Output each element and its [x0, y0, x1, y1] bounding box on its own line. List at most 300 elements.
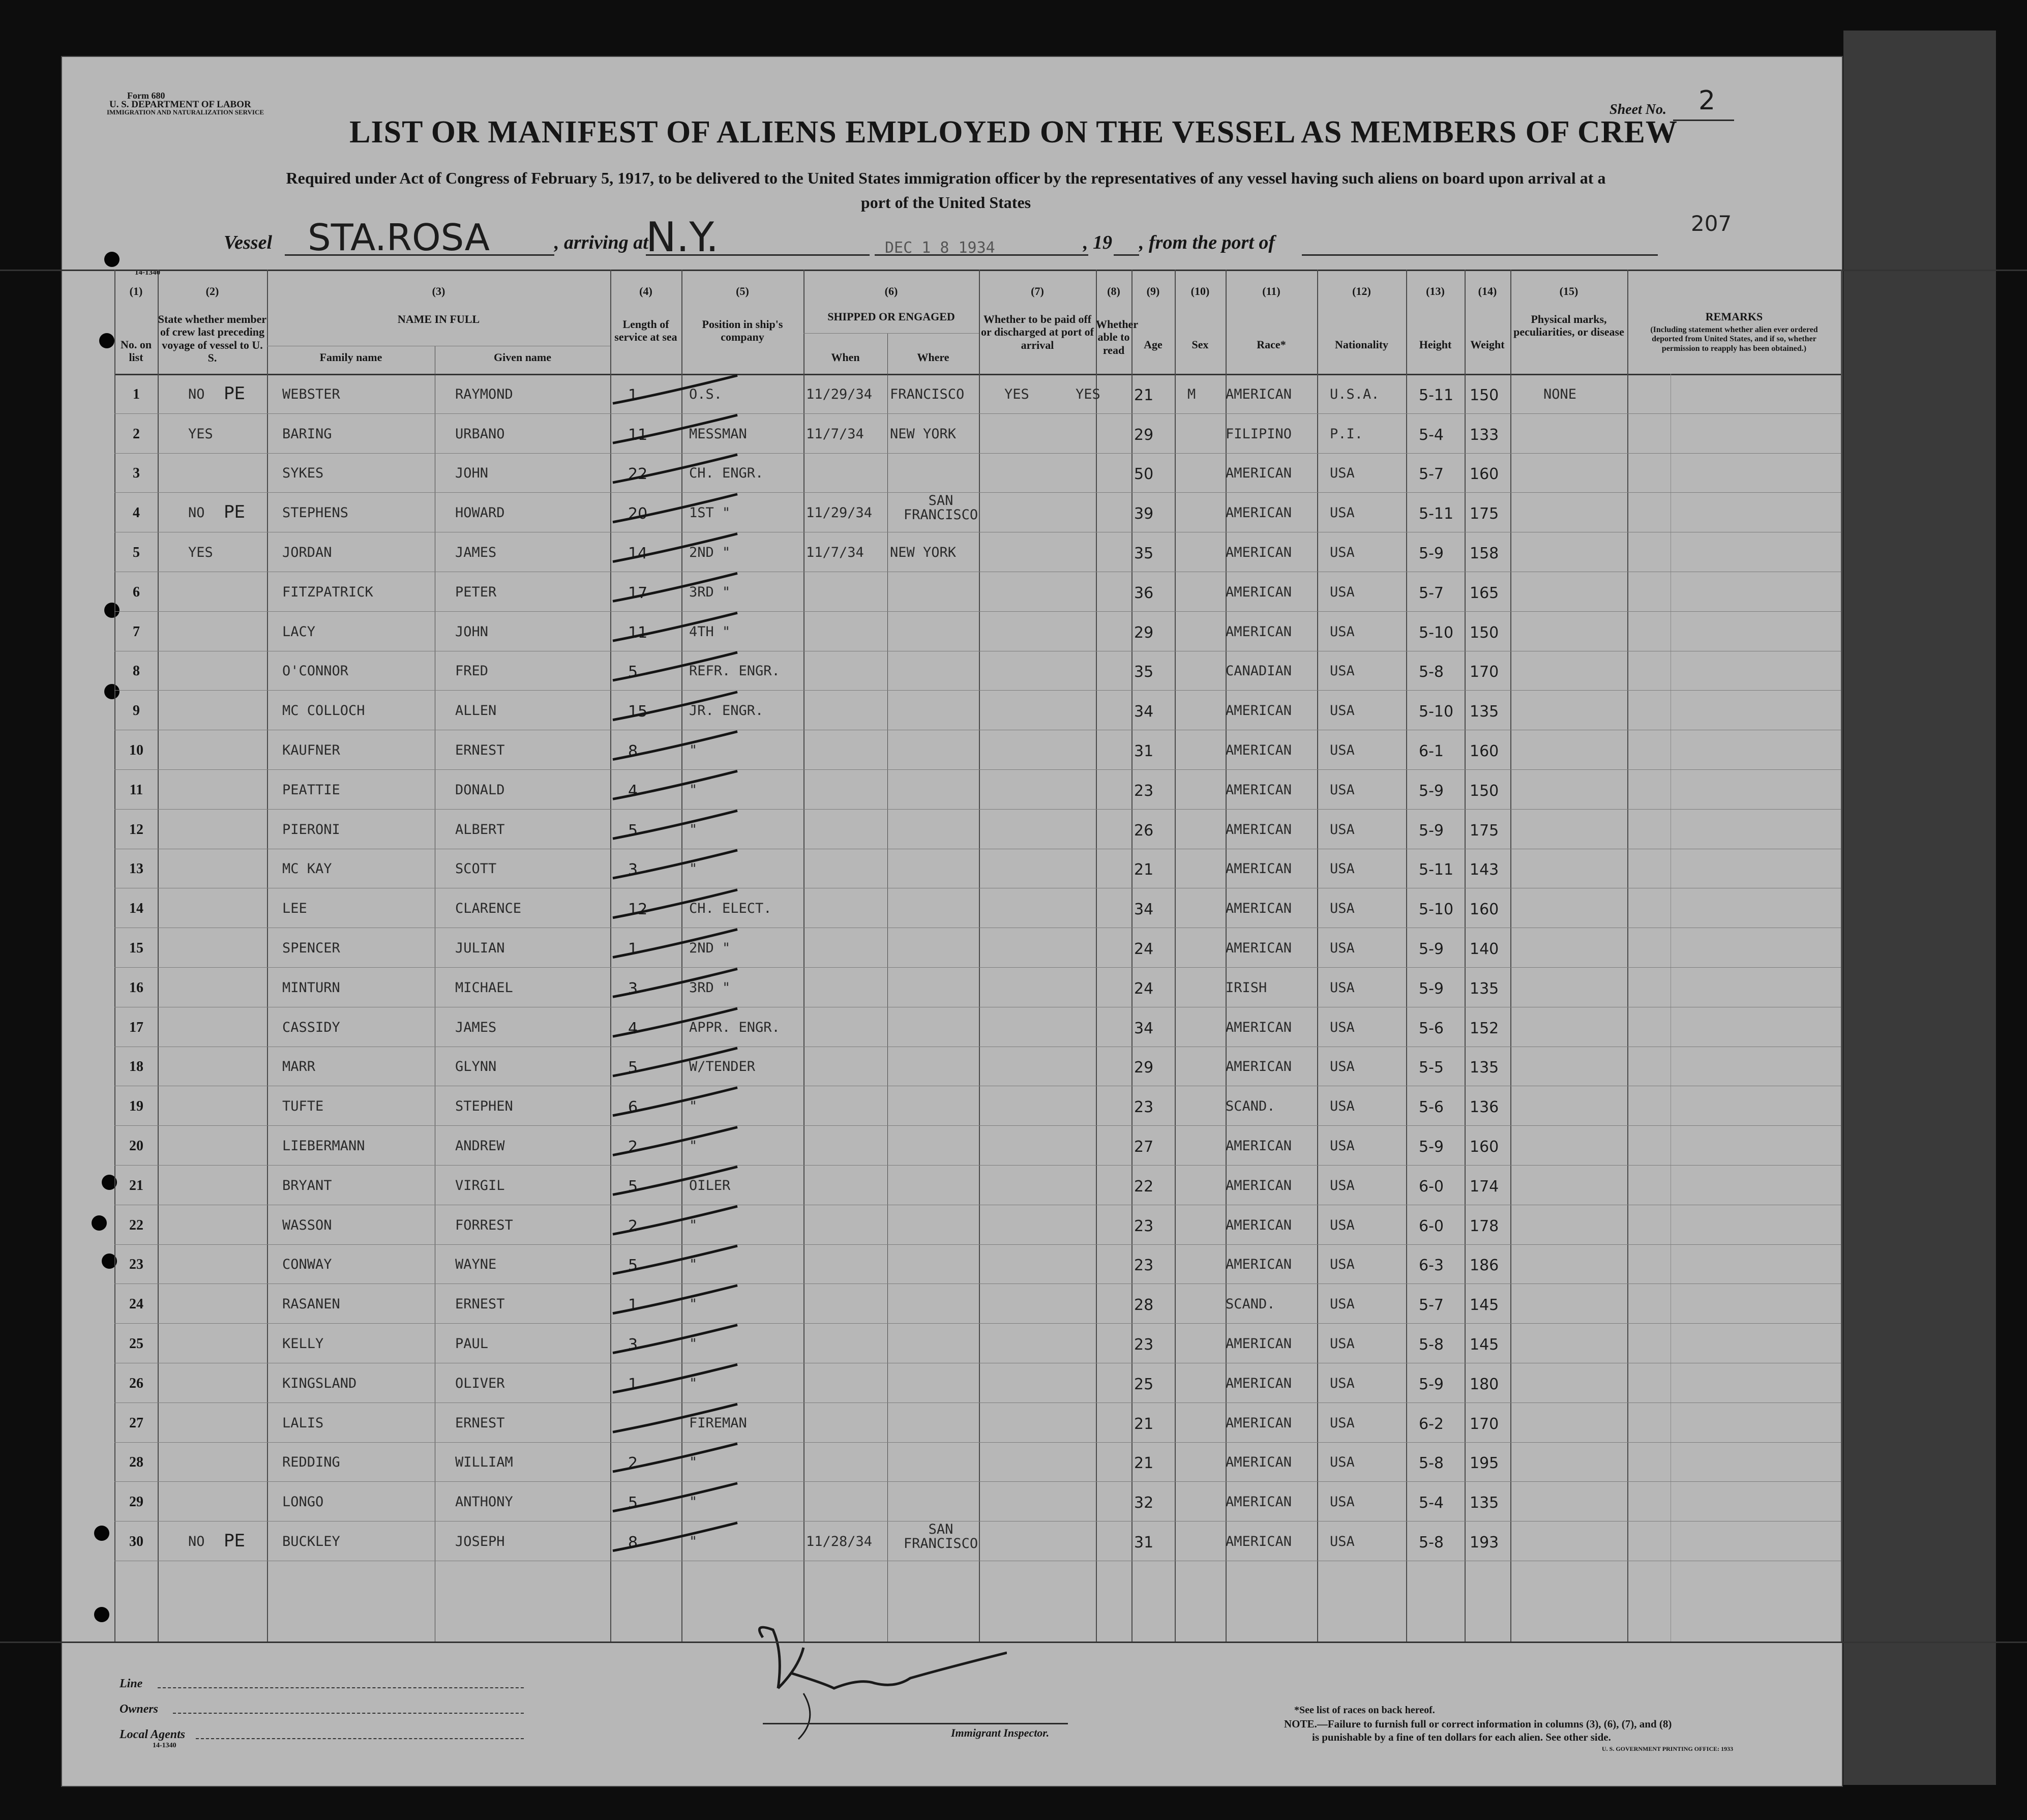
position: "	[689, 1375, 698, 1391]
position: "	[689, 1098, 698, 1115]
age: 22	[1134, 1177, 1154, 1196]
service-length: 2	[628, 1454, 638, 1473]
position: CH. ELECT.	[689, 901, 772, 917]
service-length: 1	[628, 386, 638, 404]
service-length: 5	[628, 821, 638, 840]
row-number: 29	[129, 1494, 143, 1510]
punch-hole	[94, 1526, 109, 1541]
age: 35	[1134, 544, 1154, 562]
local-agents-label: Local Agents	[120, 1728, 186, 1741]
weight: 135	[1470, 1494, 1499, 1512]
inspector-label: Immigrant Inspector.	[951, 1726, 1050, 1739]
service-length: 22	[628, 465, 648, 484]
local-agents-underline	[196, 1738, 524, 1739]
column-subheader: Where	[917, 351, 949, 364]
age: 32	[1134, 1494, 1154, 1512]
check-stroke	[613, 692, 737, 720]
service-length: 5	[628, 1257, 638, 1275]
from-port-label: , from the port of	[1139, 232, 1275, 253]
check-stroke	[613, 732, 737, 760]
column-divider	[1131, 270, 1132, 1642]
race: AMERICAN	[1226, 544, 1292, 560]
table-row-line	[114, 1481, 1841, 1482]
age: 29	[1134, 1059, 1154, 1077]
family-name: TUFTE	[282, 1098, 324, 1115]
height: 5-6	[1419, 1098, 1444, 1117]
vessel-name: STA.ROSA	[308, 216, 490, 259]
family-name: LEE	[282, 901, 307, 917]
row-number: 7	[133, 623, 140, 640]
punch-hole	[99, 333, 114, 348]
weight: 175	[1470, 505, 1499, 523]
height: 6-0	[1419, 1217, 1444, 1235]
service-length: 1	[628, 940, 638, 958]
punch-hole	[92, 1215, 107, 1231]
row-number: 15	[129, 940, 143, 956]
given-name: FORREST	[455, 1217, 513, 1233]
age: 34	[1134, 901, 1154, 919]
service-length: 3	[628, 1335, 638, 1354]
weight: 175	[1470, 821, 1499, 840]
row-number: 22	[129, 1217, 143, 1233]
race: AMERICAN	[1226, 901, 1292, 917]
age: 23	[1134, 782, 1154, 800]
service-length: 3	[628, 979, 638, 998]
height: 5-7	[1419, 584, 1444, 602]
height: 5-11	[1419, 386, 1454, 404]
age: 24	[1134, 940, 1154, 958]
penalty-note: NOTE.—Failure to furnish full or correct information in columns (3), (6), (7), and (8)	[1284, 1718, 1672, 1730]
position: "	[689, 821, 698, 838]
page-subtitle-2: port of the United States	[860, 193, 1031, 212]
row-number: 3	[133, 465, 140, 482]
column-number: (9)	[1146, 285, 1160, 297]
row-number: 18	[129, 1059, 143, 1075]
prev-voyage: YES	[188, 426, 213, 442]
family-name: RASANEN	[282, 1296, 340, 1312]
nationality: USA	[1330, 1533, 1355, 1549]
given-name: WAYNE	[455, 1257, 497, 1273]
table-row-line	[114, 1442, 1841, 1443]
column-number: (14)	[1478, 285, 1497, 297]
column-number: (5)	[736, 285, 749, 297]
check-stroke	[613, 1483, 737, 1511]
paid-off: YES	[1004, 386, 1029, 402]
column-divider	[114, 270, 115, 1642]
given-name: ERNEST	[455, 1415, 505, 1431]
service-length: 11	[628, 623, 648, 642]
position: 1ST "	[689, 505, 731, 521]
row-number: 12	[129, 821, 143, 838]
table-bottom-border	[0, 1642, 2027, 1643]
service-length: 5	[628, 1494, 638, 1512]
column-number: (2)	[205, 285, 219, 297]
nationality: P.I.	[1330, 426, 1363, 442]
weight: 150	[1470, 782, 1499, 800]
position: REFR. ENGR.	[689, 663, 780, 679]
service-length: 5	[628, 1177, 638, 1196]
family-name: FITZPATRICK	[282, 584, 373, 600]
weight: 160	[1470, 1138, 1499, 1156]
race: IRISH	[1226, 979, 1267, 996]
family-name: LALIS	[282, 1415, 324, 1431]
nationality: USA	[1330, 584, 1355, 600]
punch-hole	[104, 252, 120, 267]
weight: 145	[1470, 1335, 1499, 1354]
family-name: LIEBERMANN	[282, 1138, 365, 1154]
position: CH. ENGR.	[689, 465, 764, 482]
position: "	[689, 1454, 698, 1471]
check-stroke	[613, 1444, 737, 1472]
nationality: USA	[1330, 1177, 1355, 1194]
column-subheader: Family name	[319, 351, 382, 364]
family-name: O'CONNOR	[282, 663, 349, 679]
column-note: (Including statement whether alien ever ordered deported from United States, and if so, whether permission to reapply has been obtained.)	[1650, 325, 1818, 353]
row-number: 21	[129, 1177, 143, 1194]
service-length: 15	[628, 703, 648, 721]
owners-underline	[173, 1713, 524, 1714]
check-stroke	[613, 1008, 737, 1036]
line-underline	[158, 1687, 524, 1688]
weight: 135	[1470, 1059, 1499, 1077]
check-stroke	[613, 1286, 737, 1314]
given-name: CLARENCE	[455, 901, 522, 917]
given-name: PAUL	[455, 1335, 489, 1352]
weight: 174	[1470, 1177, 1499, 1196]
given-name: JOSEPH	[455, 1533, 505, 1549]
age: 39	[1134, 505, 1154, 523]
weight: 150	[1470, 623, 1499, 642]
form-corner-code: 14-1340	[135, 268, 160, 277]
given-name: JOHN	[455, 465, 489, 482]
weight: 150	[1470, 386, 1499, 404]
position: APPR. ENGR.	[689, 1019, 780, 1035]
age: 36	[1134, 584, 1154, 602]
age: 34	[1134, 703, 1154, 721]
weight: 143	[1470, 861, 1499, 879]
check-stroke	[613, 1167, 737, 1195]
position: 2ND "	[689, 544, 731, 560]
race: SCAND.	[1226, 1098, 1275, 1115]
position: 3RD "	[689, 584, 731, 600]
column-header: Physical marks, peculiarities, or disease	[1513, 313, 1624, 339]
column-header: Whether able to read	[1096, 318, 1139, 356]
race: AMERICAN	[1226, 742, 1292, 758]
table-row-line	[114, 413, 1841, 414]
column-header: Whether to be paid off or discharged at port of arrival	[980, 313, 1094, 351]
form-number: Form 680	[127, 91, 165, 101]
check-stroke	[613, 771, 737, 799]
given-name: JULIAN	[455, 940, 505, 956]
column-divider	[1510, 270, 1511, 1642]
row-number: 24	[129, 1296, 143, 1312]
column-number: (15)	[1559, 285, 1578, 297]
race: AMERICAN	[1226, 1375, 1292, 1391]
check-strokes	[605, 374, 819, 1645]
weight: 193	[1470, 1533, 1499, 1552]
age: 24	[1134, 979, 1154, 998]
punch-hole	[104, 603, 120, 618]
check-stroke	[613, 930, 737, 958]
nationality: U.S.A.	[1330, 386, 1380, 402]
family-name: BRYANT	[282, 1177, 332, 1194]
nationality: USA	[1330, 623, 1355, 640]
service-length: 6	[628, 1098, 638, 1117]
family-name: BARING	[282, 426, 332, 442]
row-number: 13	[129, 861, 143, 877]
nationality: USA	[1330, 544, 1355, 560]
age: 31	[1134, 1533, 1154, 1552]
given-name: GLYNN	[455, 1059, 497, 1075]
column-number: (4)	[639, 285, 652, 297]
age: 31	[1134, 742, 1154, 760]
race: AMERICAN	[1226, 623, 1292, 640]
height: 5-8	[1419, 1533, 1444, 1552]
family-name: STEPHENS	[282, 505, 349, 521]
given-name: ERNEST	[455, 1296, 505, 1312]
inspector-underline	[763, 1723, 1068, 1724]
row-number: 20	[129, 1138, 143, 1154]
height: 6-3	[1419, 1257, 1444, 1275]
position: JR. ENGR.	[689, 703, 764, 719]
age: 21	[1134, 1415, 1154, 1433]
family-name: WEBSTER	[282, 386, 340, 402]
family-name: MINTURN	[282, 979, 340, 996]
given-name: FRED	[455, 663, 489, 679]
position: "	[689, 1494, 698, 1510]
race: AMERICAN	[1226, 1454, 1292, 1471]
nationality: USA	[1330, 1296, 1355, 1312]
position: 2ND "	[689, 940, 731, 956]
nationality: USA	[1330, 901, 1355, 917]
date-underline	[875, 254, 1088, 256]
given-name: JOHN	[455, 623, 489, 640]
owners-label: Owners	[120, 1703, 159, 1716]
column-number: (12)	[1352, 285, 1371, 297]
row-number: 17	[129, 1019, 143, 1035]
punch-hole	[94, 1607, 109, 1622]
weight: 135	[1470, 703, 1499, 721]
weight: 178	[1470, 1217, 1499, 1235]
check-stroke	[613, 890, 737, 918]
row-number: 19	[129, 1098, 143, 1115]
column-subheader: Given name	[493, 351, 552, 364]
race: AMERICAN	[1226, 1415, 1292, 1431]
weight: 160	[1470, 901, 1499, 919]
position: O.S.	[689, 386, 723, 402]
age: 21	[1134, 386, 1154, 404]
service-length: 11	[628, 426, 648, 444]
check-stroke	[613, 850, 737, 878]
nationality: USA	[1330, 465, 1355, 482]
shipped-where: SAN FRANCISCO	[903, 1521, 978, 1552]
height: 5-8	[1419, 663, 1444, 681]
age: 21	[1134, 861, 1154, 879]
column-header: No. on list	[120, 338, 152, 364]
family-name: SPENCER	[282, 940, 340, 956]
check-stroke	[613, 1048, 737, 1076]
given-name: WILLIAM	[455, 1454, 513, 1471]
page-subtitle: Required under Act of Congress of February 5, 1917, to be delivered to the United States immigration officer by the representatives of any vessel having such aliens on board upon arrival at a	[286, 169, 1606, 187]
given-name: VIRGIL	[455, 1177, 505, 1194]
service-length: 2	[628, 1138, 638, 1156]
nationality: USA	[1330, 1098, 1355, 1115]
sheet-number: 2	[1698, 85, 1716, 116]
row-number: 9	[133, 703, 140, 719]
check-stroke	[613, 1364, 737, 1392]
nationality: USA	[1330, 821, 1355, 838]
height: 6-1	[1419, 742, 1444, 760]
height: 6-0	[1419, 1177, 1444, 1196]
check-stroke	[613, 494, 737, 522]
age: 23	[1134, 1335, 1154, 1354]
sex: M	[1187, 386, 1196, 402]
table-row-line	[114, 1165, 1841, 1166]
nationality: USA	[1330, 1335, 1355, 1352]
check-stroke	[613, 534, 737, 562]
column-divider	[1175, 270, 1176, 1642]
row-number: 28	[129, 1454, 143, 1471]
weight: 136	[1470, 1098, 1499, 1117]
page-title: LIST OR MANIFEST OF ALIENS EMPLOYED ON THE VESSEL AS MEMBERS OF CREW	[349, 115, 1678, 150]
row-number: 27	[129, 1415, 143, 1431]
pe-mark: PE	[224, 1530, 245, 1551]
sheet-label: Sheet No.	[1609, 102, 1666, 117]
height: 5-10	[1419, 703, 1454, 721]
check-stroke	[613, 375, 737, 403]
height: 5-9	[1419, 940, 1444, 958]
shipped-subdivider	[887, 333, 888, 1642]
column-header: Nationality	[1334, 338, 1389, 351]
race: AMERICAN	[1226, 505, 1292, 521]
height: 5-9	[1419, 782, 1444, 800]
race: AMERICAN	[1226, 1494, 1292, 1510]
service-length: 5	[628, 663, 638, 681]
column-number: (11)	[1262, 285, 1280, 297]
age: 23	[1134, 1098, 1154, 1117]
arriving-port: N.Y.	[646, 214, 719, 261]
family-name: CASSIDY	[282, 1019, 340, 1035]
year-underline	[1114, 254, 1139, 256]
given-name: OLIVER	[455, 1375, 505, 1391]
column-divider	[1465, 270, 1466, 1642]
nationality: USA	[1330, 1138, 1355, 1154]
race: SCAND.	[1226, 1296, 1275, 1312]
prev-voyage: YES	[188, 544, 213, 560]
table-row-line	[114, 611, 1841, 612]
age: 50	[1134, 465, 1154, 484]
year-label: , 19	[1083, 232, 1112, 253]
row-number: 8	[133, 663, 140, 679]
height: 5-11	[1419, 861, 1454, 879]
row-number: 2	[133, 426, 140, 442]
race: AMERICAN	[1226, 1217, 1292, 1233]
race: AMERICAN	[1226, 584, 1292, 600]
column-number: (1)	[129, 285, 143, 297]
row-number: 14	[129, 901, 143, 917]
family-name: PIERONI	[282, 821, 340, 838]
family-name: JORDAN	[282, 544, 332, 560]
race: AMERICAN	[1226, 386, 1292, 402]
punch-hole	[104, 684, 120, 699]
check-stroke	[613, 1325, 737, 1353]
service-length: 20	[628, 505, 648, 523]
family-name: KELLY	[282, 1335, 324, 1352]
nationality: USA	[1330, 782, 1355, 798]
service-length: 17	[628, 584, 648, 602]
table-row-line	[114, 1244, 1841, 1245]
position: 3RD "	[689, 979, 731, 996]
arriving-underline	[646, 254, 870, 256]
family-name: KAUFNER	[282, 742, 340, 758]
nationality: USA	[1330, 1375, 1355, 1391]
row-number: 23	[129, 1257, 143, 1273]
shipped-where: NEW YORK	[890, 544, 957, 560]
penalty-note-2: is punishable by a fine of ten dollars for each alien. See other side.	[1312, 1731, 1611, 1743]
family-name: PEATTIE	[282, 782, 340, 798]
position: 4TH "	[689, 623, 731, 640]
check-stroke	[613, 1206, 737, 1234]
family-name: LONGO	[282, 1494, 324, 1510]
position: "	[689, 1335, 698, 1352]
age: 34	[1134, 1019, 1154, 1037]
row-number: 5	[133, 544, 140, 560]
shipped-where: SAN FRANCISCO	[903, 493, 978, 523]
race: AMERICAN	[1226, 1533, 1292, 1549]
shipped-subheader-line	[803, 333, 979, 334]
weight: 152	[1470, 1019, 1499, 1037]
table-row-line	[114, 1125, 1841, 1126]
height: 5-8	[1419, 1335, 1444, 1354]
nationality: USA	[1330, 1415, 1355, 1431]
weight: 165	[1470, 584, 1499, 602]
given-name: DONALD	[455, 782, 505, 798]
column-number: (13)	[1426, 285, 1445, 297]
weight: 170	[1470, 1415, 1499, 1433]
position: "	[689, 1296, 698, 1312]
prev-voyage: NO	[188, 1533, 205, 1549]
nationality: USA	[1330, 703, 1355, 719]
pe-mark: PE	[224, 502, 245, 523]
table-head-border	[114, 374, 1841, 375]
given-name: ALBERT	[455, 821, 505, 838]
service-length: 2	[628, 1217, 638, 1235]
column-header: Weight	[1470, 338, 1505, 351]
position: "	[689, 1257, 698, 1273]
weight: 135	[1470, 979, 1499, 998]
weight: 158	[1470, 544, 1499, 562]
weight: 133	[1470, 426, 1499, 444]
page-number: 207	[1691, 211, 1732, 236]
race: AMERICAN	[1226, 1019, 1292, 1035]
table-row-line	[114, 1323, 1841, 1324]
table-row-line	[114, 967, 1841, 968]
given-name: JAMES	[455, 544, 497, 560]
race: AMERICAN	[1226, 861, 1292, 877]
service-length: 8	[628, 742, 638, 760]
row-number: 1	[133, 386, 140, 402]
column-header: Position in ship's company	[702, 318, 783, 344]
family-name: MC KAY	[282, 861, 332, 877]
given-name: HOWARD	[455, 505, 505, 521]
column-header: Length of service at sea	[614, 318, 677, 344]
shipped-where: NEW YORK	[890, 426, 957, 442]
nationality: USA	[1330, 1494, 1355, 1510]
race: AMERICAN	[1226, 1177, 1292, 1194]
check-stroke	[613, 1088, 737, 1116]
family-name: BUCKLEY	[282, 1533, 340, 1549]
position: "	[689, 861, 698, 877]
